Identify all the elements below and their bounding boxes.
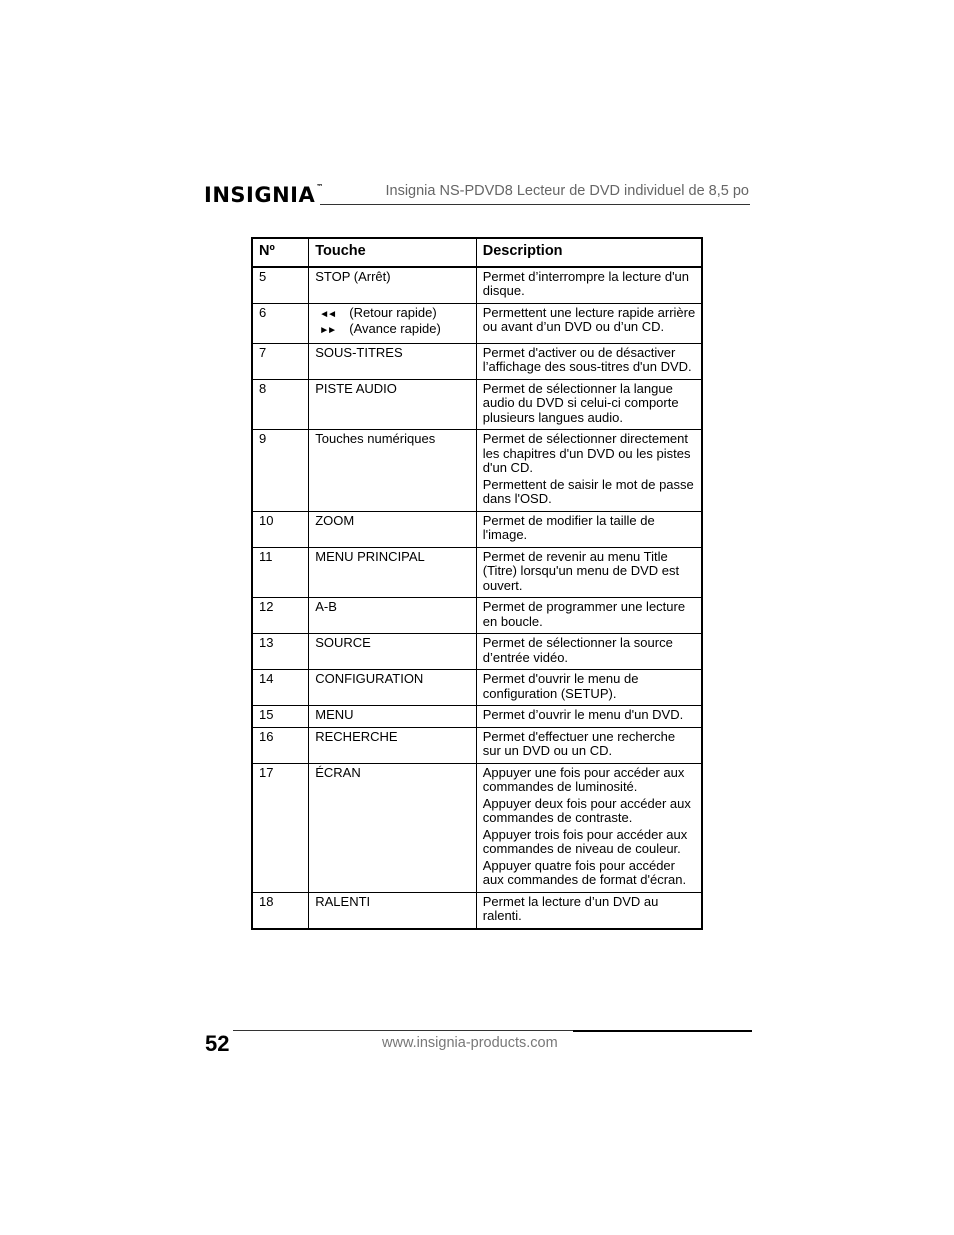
- key-number: 8: [252, 379, 309, 430]
- table-row: [252, 727, 702, 763]
- column-header-key: Touche: [309, 238, 477, 267]
- key-number: 5: [252, 267, 309, 304]
- trademark-mark: ™: [316, 183, 324, 191]
- table-row: [252, 670, 702, 706]
- column-header-number: Nº: [252, 238, 309, 267]
- table-row: [252, 379, 702, 430]
- key-description: [476, 430, 702, 512]
- key-description: [476, 303, 702, 343]
- key-description: [476, 511, 702, 547]
- key-name-line: [315, 306, 471, 323]
- key-description: [476, 727, 702, 763]
- key-name: PISTE AUDIO: [309, 379, 477, 430]
- footer-divider-accent: [573, 1030, 752, 1032]
- key-name: RALENTI: [309, 892, 477, 929]
- description-paragraph: Appuyer quatre fois pour accéder aux commandes de format d'écran.: [482, 857, 687, 887]
- table-row: [252, 511, 702, 547]
- header-divider: [320, 204, 750, 205]
- description-paragraph: Permet d'activer ou de désactiver l’affichage des sous-titres d'un DVD.: [482, 344, 692, 374]
- key-number: 12: [252, 598, 309, 634]
- description-paragraph: Permet de revenir au menu Title (Titre) lorsqu'un menu de DVD est ouvert.: [482, 548, 680, 593]
- key-name: RECHERCHE: [309, 727, 477, 763]
- column-header-description: Description: [476, 238, 702, 267]
- key-name: ÉCRAN: [309, 763, 477, 892]
- key-name-line: [315, 322, 471, 339]
- brand-logo: [204, 183, 324, 207]
- key-description: [476, 670, 702, 706]
- table-row: [252, 303, 702, 343]
- key-name: Touches numériques: [309, 430, 477, 512]
- key-number: 14: [252, 670, 309, 706]
- table-header-row: [252, 238, 702, 267]
- description-paragraph: Permettent une lecture rapide arrière ou avant d’un DVD ou d’un CD.: [482, 304, 696, 334]
- description-paragraph: Appuyer trois fois pour accéder aux commandes de niveau de couleur.: [482, 826, 688, 856]
- key-name: SOURCE: [309, 634, 477, 670]
- key-number: 13: [252, 634, 309, 670]
- key-name: MENU: [309, 706, 477, 728]
- key-number: 16: [252, 727, 309, 763]
- description-paragraph: Permettent de saisir le mot de passe dans l'OSD.: [482, 476, 694, 506]
- remote-keys-table: [251, 237, 703, 930]
- table-row: [252, 547, 702, 598]
- page-number: 52: [205, 1031, 230, 1056]
- key-name: CONFIGURATION: [309, 670, 477, 706]
- key-number: 9: [252, 430, 309, 512]
- description-paragraph: Permet de sélectionner la langue audio du DVD si celui-ci comporte plusieurs langues audio.: [482, 380, 679, 425]
- description-paragraph: Permet d’interrompre la lecture d'un disque.: [482, 268, 690, 298]
- key-name: MENU PRINCIPAL: [309, 547, 477, 598]
- table-row: [252, 598, 702, 634]
- key-description: [476, 706, 702, 728]
- key-name: SOUS-TITRES: [309, 343, 477, 379]
- rewind-icon: ◄◄: [319, 308, 336, 320]
- brand-logo-text: INSIGNIA: [204, 183, 316, 207]
- description-paragraph: Permet de modifier la taille de l'image.: [482, 512, 655, 542]
- key-number: 17: [252, 763, 309, 892]
- description-paragraph: Permet d’ouvrir le menu d'un DVD.: [482, 707, 684, 722]
- table-row: [252, 763, 702, 892]
- key-number: 10: [252, 511, 309, 547]
- key-description: [476, 892, 702, 929]
- key-name-text: (Avance rapide): [349, 321, 441, 336]
- table-row: [252, 634, 702, 670]
- key-name: [309, 303, 477, 343]
- key-number: 11: [252, 547, 309, 598]
- table-row: [252, 892, 702, 929]
- table-row: [252, 430, 702, 512]
- description-paragraph: Permet de programmer une lecture en boucle.: [482, 599, 686, 629]
- key-name: STOP (Arrêt): [309, 267, 477, 304]
- key-name-text: (Retour rapide): [349, 304, 437, 320]
- footer-url: www.insignia-products.com: [382, 1035, 558, 1051]
- key-description: [476, 763, 702, 892]
- key-description: [476, 547, 702, 598]
- footer-divider: [233, 1030, 573, 1031]
- page-header-title: Insignia NS-PDVD8 Lecteur de DVD individuel de 8,5 po: [385, 183, 749, 199]
- description-paragraph: Permet d'effectuer une recherche sur un DVD ou un CD.: [482, 728, 676, 758]
- description-paragraph: Permet la lecture d’un DVD au ralenti.: [482, 893, 659, 923]
- key-description: [476, 634, 702, 670]
- description-paragraph: Permet de sélectionner la source d’entrée vidéo.: [482, 635, 673, 665]
- table-row: [252, 706, 702, 728]
- table-row: [252, 267, 702, 304]
- key-description: [476, 343, 702, 379]
- key-description: [476, 267, 702, 304]
- key-number: 15: [252, 706, 309, 728]
- description-paragraph: Appuyer une fois pour accéder aux commandes de luminosité.: [482, 764, 685, 794]
- fast-forward-icon: ►►: [319, 325, 336, 336]
- table-row: [252, 343, 702, 379]
- key-number: 18: [252, 892, 309, 929]
- key-name: ZOOM: [309, 511, 477, 547]
- description-paragraph: Permet de sélectionner directement les chapitres d'un DVD ou les pistes d'un CD.: [482, 431, 691, 475]
- key-number: 6: [252, 303, 309, 343]
- description-paragraph: Appuyer deux fois pour accéder aux commandes de contraste.: [482, 795, 691, 825]
- key-number: 7: [252, 343, 309, 379]
- description-paragraph: Permet d'ouvrir le menu de configuration (SETUP).: [482, 671, 639, 701]
- key-description: [476, 379, 702, 430]
- key-name: A-B: [309, 598, 477, 634]
- key-description: [476, 598, 702, 634]
